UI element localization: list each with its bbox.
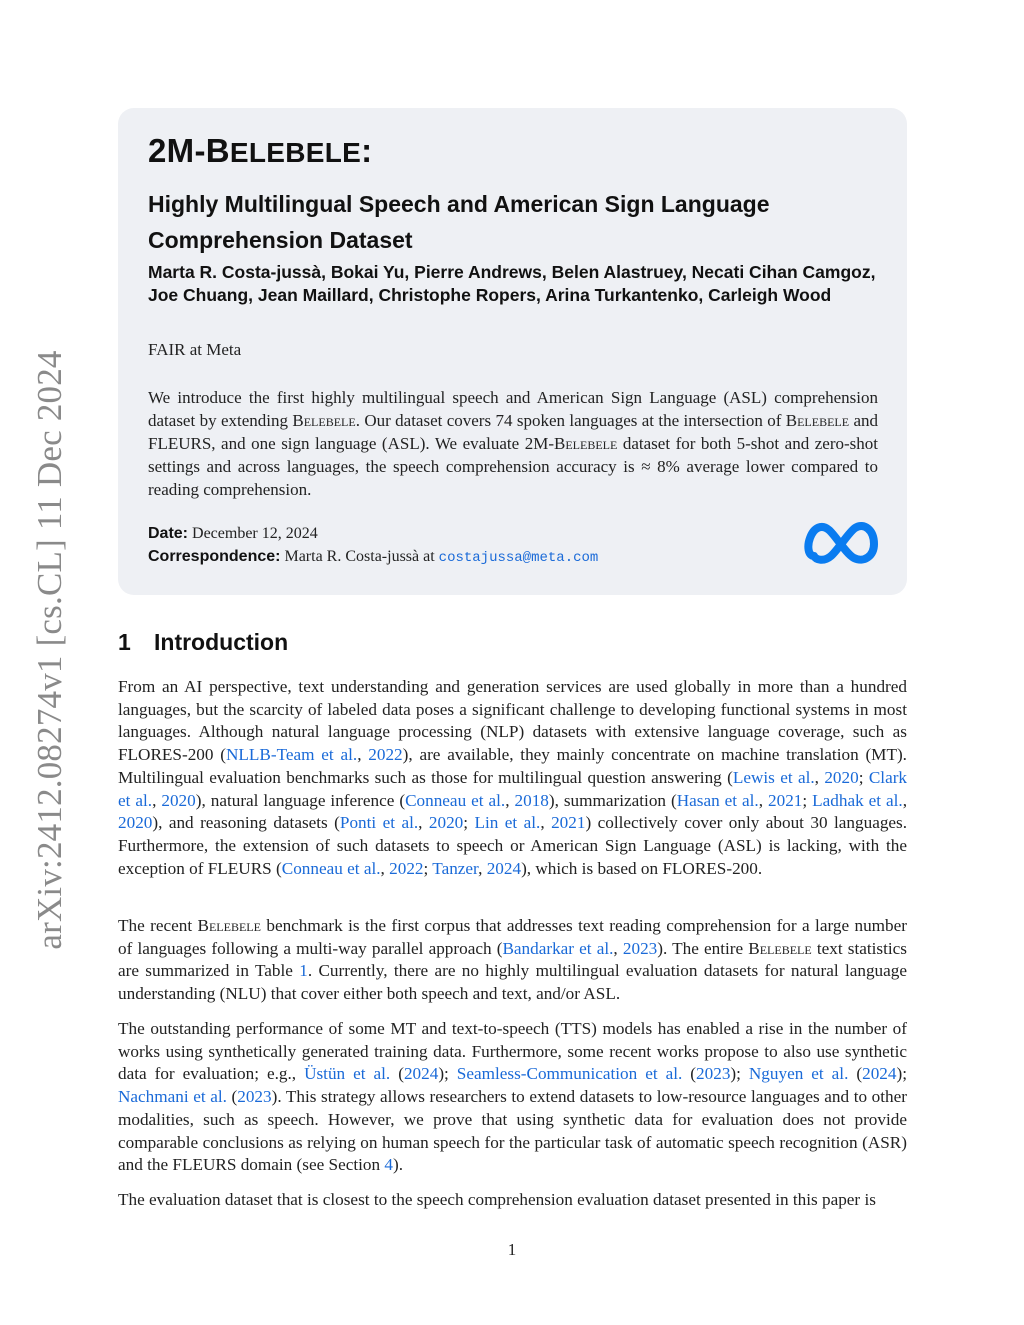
citation-link[interactable]: 2020 — [161, 790, 196, 810]
citation-link[interactable]: Ladhak et al. — [812, 790, 903, 810]
citation-link[interactable]: Üstün et al. — [304, 1064, 391, 1084]
citation-link[interactable]: 2024 — [862, 1064, 897, 1084]
meta-logo-icon — [804, 516, 880, 568]
citation-link[interactable]: Ponti et al. — [339, 813, 419, 833]
citation-link[interactable]: Clark et al. — [118, 767, 908, 810]
section-heading-introduction — [118, 629, 288, 656]
citation-link[interactable]: Nguyen et al. — [748, 1064, 849, 1084]
citation-link[interactable]: NLLB-Team et al. — [226, 745, 358, 765]
citation-link[interactable]: Lin et al. — [474, 813, 541, 833]
citation-link[interactable]: 2020 — [118, 813, 153, 833]
citation-link[interactable]: 2022 — [368, 745, 403, 765]
citation-link[interactable]: Nachmani et al. — [118, 1087, 227, 1107]
paragraph-4: The evaluation dataset that is closest to the speech comprehension evaluation dataset presented in this paper is — [118, 1190, 876, 1209]
citation-link[interactable]: Bandarkar et al. — [502, 938, 614, 958]
date-value: December 12, 2024 — [192, 525, 318, 542]
section-number: 1 — [118, 629, 131, 655]
correspondence-email-link[interactable]: costajussa@meta.com — [438, 550, 599, 566]
abstract: We introduce the first highly multilingual speech and American Sign Language (ASL) comprehension dataset by extending Belebele. Our dataset covers 74 spoken languages at the intersection of Belebele and FLEURS, and one sign language (ASL). We evaluate 2M-Belebele dataset for both 5-shot and zero-shot settings and across languages, the speech comprehension accuracy is ≈ 8% average lower compared to reading comprehension. — [148, 388, 878, 499]
citation-link[interactable]: Conneau et al. — [281, 858, 381, 878]
paper-title: 2M-BELEBELE: — [148, 132, 373, 169]
arxiv-identifier-stamp: arXiv:2412.08274v1 [cs.CL] 11 Dec 2024 — [30, 350, 69, 950]
citation-link[interactable]: 2021 — [551, 813, 586, 833]
paragraph-2: The recent Belebele benchmark is the first corpus that addresses text reading comprehension for a large number of languages following a multi-way parallel approach (Bandarkar et al., 2023). The entire Belebele text statistics are summarized in Table 1. Currently, there are no highly multilingual evaluation datasets for natural language understanding (NLU) that cover either both speech and text, and/or ASL. — [118, 916, 907, 1004]
section-title: Introduction — [154, 629, 289, 655]
citation-link[interactable]: Hasan et al. — [676, 790, 759, 810]
paper-subtitle: Highly Multilingual Speech and American Sign Language Comprehension Dataset — [148, 191, 770, 253]
citation-link[interactable]: 2018 — [514, 790, 549, 810]
citation-link[interactable]: 2024 — [403, 1064, 439, 1084]
date-label: Date: — [148, 525, 189, 542]
citation-link[interactable]: 2024 — [486, 858, 522, 878]
correspondence-line — [148, 548, 598, 566]
table-reference-link[interactable]: 1 — [299, 961, 308, 981]
citation-link[interactable]: Tanzer — [432, 858, 479, 878]
correspondence-label: Correspondence: — [148, 548, 281, 565]
paragraph-3: The outstanding performance of some MT and text-to-speech (TTS) models has enabled a rise in the number of works using synthetically generated training data. Furthermore, some recent works propose to also use synthetic data for evaluation; e.g., Üstün et al. (2024); Seamless-Communication et al. (2023); Nguyen et al. (2024); Nachmani et al. (2023). This strategy allows researchers to extend datasets to low-resource languages and to other modalities, such as speech. However, we prove that using synthetic data for evaluation does not provide comparable conclusions as relying on human speech for the particular task of automatic speech recognition (ASR) and the FLEURS domain (see Section 4). — [118, 1019, 907, 1175]
author-list: Marta R. Costa-jussà, Bokai Yu, Pierre Andrews, Belen Alastruey, Necati Cihan Camgoz, Joe Chuang, Jean Maillard, Christophe Ropers, Arina Turkantenko, Carleigh Wood — [148, 262, 876, 305]
citation-link[interactable]: 2022 — [389, 858, 424, 878]
citation-link[interactable]: 2023 — [622, 938, 658, 958]
citation-link[interactable]: Conneau et al. — [405, 790, 506, 810]
citation-link[interactable]: 2020 — [824, 767, 859, 787]
correspondence-value: Marta R. Costa-jussà at — [284, 548, 435, 565]
page-number: 1 — [507, 1240, 517, 1259]
citation-link[interactable]: 2021 — [768, 790, 803, 810]
citation-link[interactable]: Lewis et al. — [732, 767, 815, 787]
citation-link[interactable]: 2023 — [696, 1064, 731, 1084]
section-reference-link[interactable]: 4 — [384, 1155, 393, 1175]
paper-header-box — [118, 108, 907, 595]
citation-link[interactable]: 2023 — [237, 1087, 272, 1107]
paragraph-1: From an AI perspective, text understanding and generation services are used globally in more than a hundred languages, but the scarcity of labeled data poses a significant challenge to developing functional systems in most languages. Although natural language processing (NLP) datasets with extensive language coverage, such as FLORES-200 (NLLB-Team et al., 2022), are available, they mainly concentrate on machine translation (MT). Multilingual evaluation benchmarks such as those for multilingual question answering (Lewis et al., 2020; Clark et al., 2020), natural language inference (Conneau et al., 2018), summarization (Hasan et al., 2021; Ladhak et al., 2020), and reasoning datasets (Ponti et al., 2020; Lin et al., 2021) collectively cover only about 30 languages. Furthermore, the extension of such datasets to speech or American Sign Language (ASL) is lacking, with the exception of FLEURS (Conneau et al., 2022; Tanzer, 2024), which is based on FLORES-200. — [118, 677, 908, 878]
date-line — [148, 525, 318, 543]
citation-link[interactable]: Seamless-Communication et al. — [456, 1064, 683, 1084]
affiliation: FAIR at Meta — [148, 340, 242, 359]
citation-link[interactable]: 2020 — [428, 813, 464, 833]
